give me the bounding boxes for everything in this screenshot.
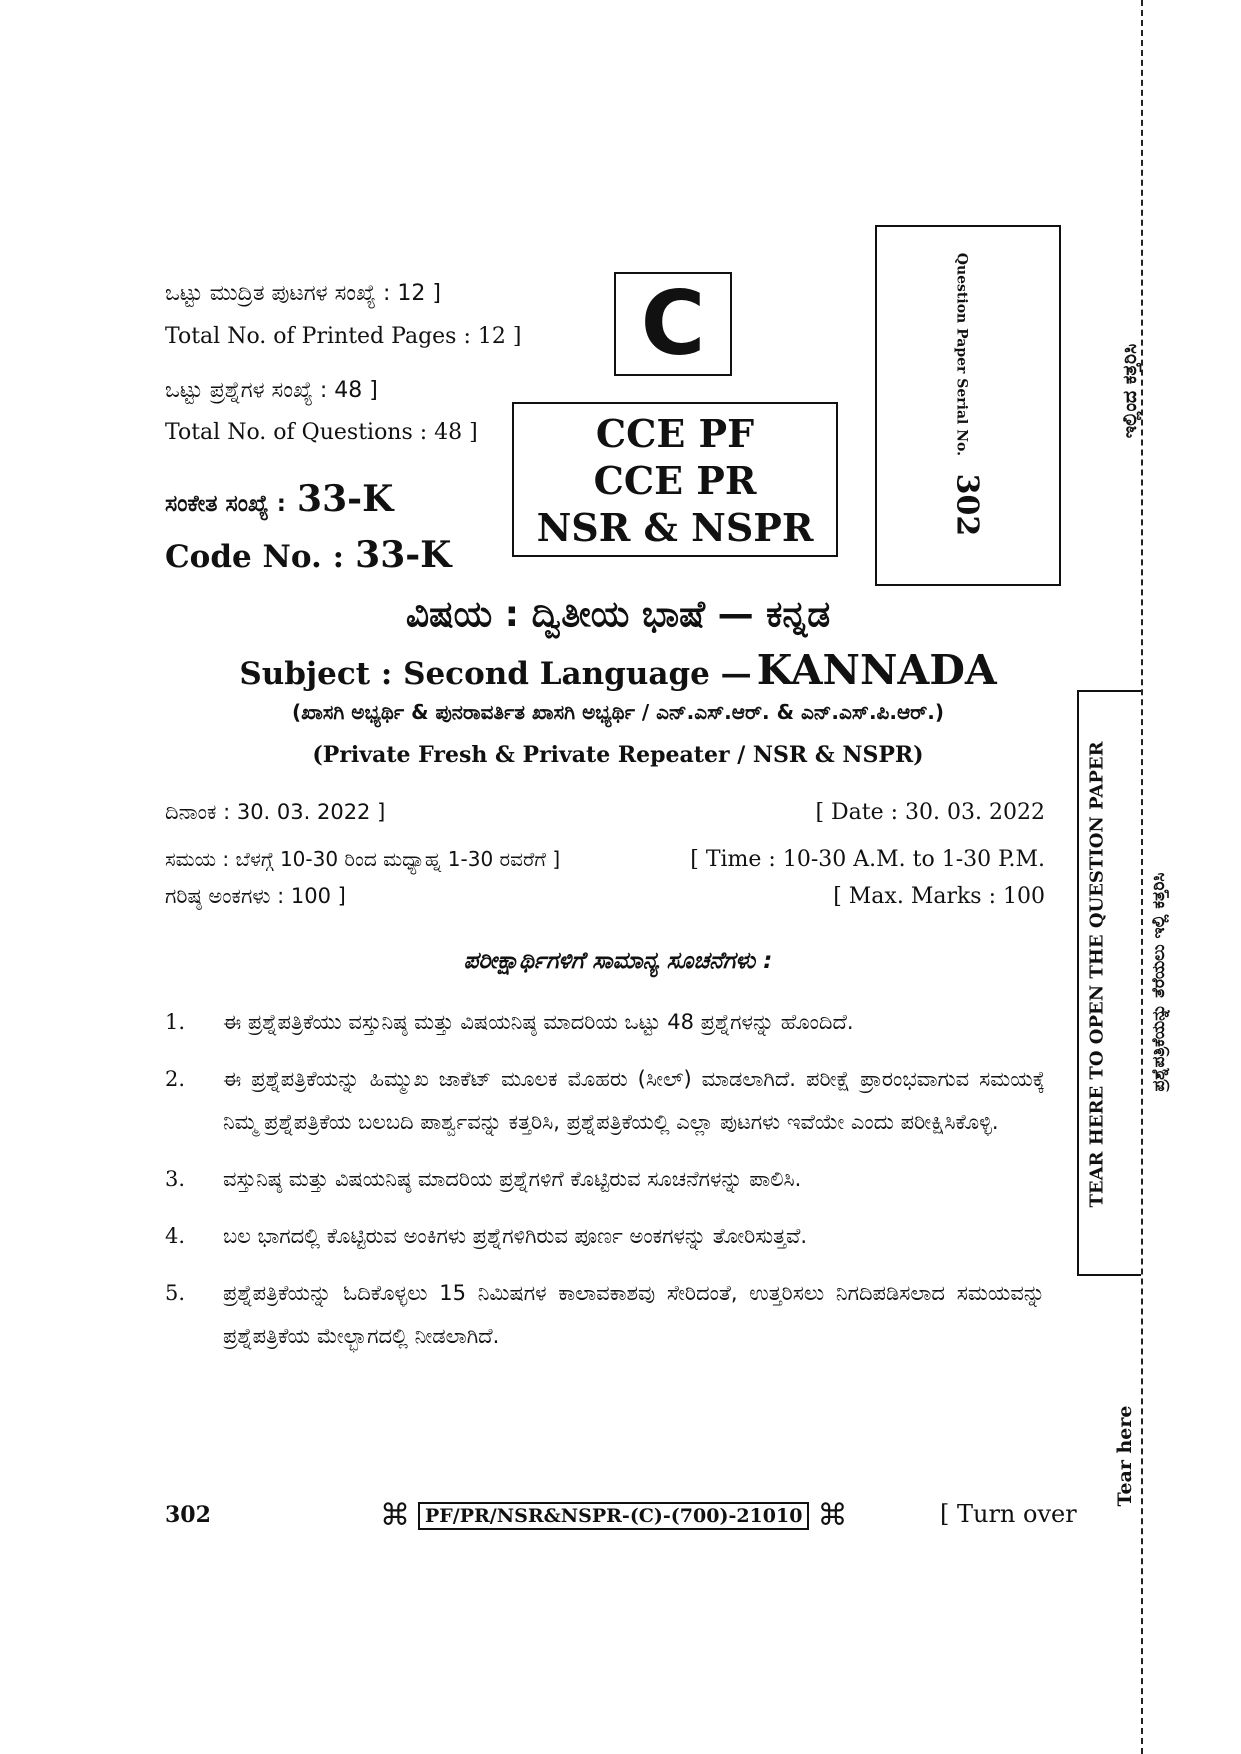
- footer-code-group: [380, 1498, 847, 1533]
- subject-kannada: ವಿಷಯ : ದ್ವಿತೀಯ ಭಾಷೆ — ಕನ್ನಡ: [405, 594, 831, 635]
- instruction-item: [165, 1215, 1045, 1258]
- max-marks: [ Max. Marks : 100: [833, 884, 1045, 909]
- instruction-number: 3.: [165, 1167, 186, 1191]
- instruction-item: [165, 1058, 1045, 1144]
- serial-number-box: [875, 225, 1061, 586]
- instruction-number: 4.: [165, 1224, 186, 1248]
- instruction-number: 5.: [165, 1281, 186, 1305]
- turn-over: [ Turn over: [940, 1500, 1077, 1528]
- margin-cut-here-kannada: ಇಲ್ಲಿಂದ ಕತ್ತರಿಸಿ: [1119, 343, 1141, 439]
- instruction-text: ಈ ಪ್ರಶ್ನೆಪತ್ರಿಕೆಯು ವಸ್ತುನಿಷ್ಠ ಮತ್ತು ವಿಷಯನಿಷ್ಠ ಮಾದರಿಯ ಒಟ್ಟು 48 ಪ್ರಶ್ನೆಗಳನ್ನು ಹೊಂದಿದೆ.: [223, 1010, 854, 1034]
- footer-page-serial: 302: [165, 1502, 211, 1528]
- category-line-1: CCE PF: [595, 411, 755, 456]
- command-symbol-icon: ⌘: [817, 1498, 848, 1533]
- time: [ Time : 10-30 A.M. to 1-30 P.M.: [690, 847, 1045, 872]
- tear-here-label: Tear here: [1114, 1405, 1136, 1507]
- kannada-code-number: [165, 478, 393, 520]
- instruction-item: [165, 1158, 1045, 1201]
- instruction-number: 1.: [165, 1010, 186, 1034]
- instruction-item: [165, 1272, 1045, 1358]
- category-kannada: (ಖಾಸಗಿ ಅಭ್ಯರ್ಥಿ & ಪುನರಾವರ್ತಿತ ಖಾಸಗಿ ಅಭ್ಯರ್ಥಿ / ಎನ್.ಎಸ್.ಆರ್. & ಎನ್.ಎಸ್.ಪಿ.ಆರ್.): [292, 700, 944, 724]
- instructions-heading: ಪರೀಕ್ಷಾರ್ಥಿಗಳಿಗೆ ಸಾಮಾನ್ಯ ಸೂಚನೆಗಳು :: [463, 948, 773, 974]
- total-printed-pages: Total No. of Printed Pages : 12 ]: [165, 324, 522, 349]
- kannada-date: ದಿನಾಂಕ : 30. 03. 2022 ]: [165, 800, 386, 824]
- code-number: [165, 534, 451, 576]
- category-line-2: CCE PR: [593, 458, 757, 503]
- kannada-total-pages: ಒಟ್ಟು ಮುದ್ರಿತ ಪುಟಗಳ ಸಂಖ್ಯೆ : 12 ]: [165, 281, 441, 306]
- kannada-time: ಸಮಯ : ಬೆಳಗ್ಗೆ 10-30 ರಿಂದ ಮಧ್ಯಾಹ್ನ 1-30 ರವರೆಗೆ ]: [165, 847, 561, 871]
- category-english: (Private Fresh & Private Repeater / NSR & NSPR): [312, 742, 924, 768]
- instruction-text: ಈ ಪ್ರಶ್ನೆಪತ್ರಿಕೆಯನ್ನು ಹಿಮ್ಮುಖ ಜಾಕೆಟ್ ಮೂಲಕ ಮೊಹರು (ಸೀಲ್) ಮಾಡಲಾಗಿದೆ. ಪರೀಕ್ಷೆ ಪ್ರಾರಂಭವಾಗುವ ಸಮಯಕ್ಕೆ ನಿಮ್ಮ ಪ್ರಶ್ನೆಪತ್ರಿಕೆಯ ಬಲಬದಿ ಪಾರ್ಶ್ವವನ್ನು ಕತ್ತರಿಸಿ, ಪ್ರಶ್ನೆಪತ್ರಿಕೆಯಲ್ಲಿ ಎಲ್ಲಾ ಪುಟಗಳು ಇವೆಯೇ ಎಂದು ಪರೀಕ್ಷಿಸಿಕೊಳ್ಳಿ.: [223, 1067, 1045, 1134]
- serial-number-value: 302: [949, 473, 985, 537]
- instruction-text: ಬಲ ಭಾಗದಲ್ಲಿ ಕೊಟ್ಟಿರುವ ಅಂಕಿಗಳು ಪ್ರಶ್ನೆಗಳಿಗಿರುವ ಪೂರ್ಣ ಅಂಕಗಳನ್ನು ತೋರಿಸುತ್ತವೆ.: [223, 1224, 808, 1248]
- total-questions: Total No. of Questions : 48 ]: [165, 420, 478, 445]
- kannada-code-value: 33-K: [297, 478, 394, 520]
- category-box: [512, 402, 838, 557]
- serial-number-vertical: [950, 235, 985, 555]
- instruction-text: ಪ್ರಶ್ನೆಪತ್ರಿಕೆಯನ್ನು ಓದಿಕೊಳ್ಳಲು 15 ನಿಮಿಷಗಳ ಕಾಲಾವಕಾಶವು ಸೇರಿದಂತೆ, ಉತ್ತರಿಸಲು ನಿಗದಿಪಡಿಸಲಾದ ಸಮಯವನ್ನು ಪ್ರಶ್ನೆಪತ್ರಿಕೆಯ ಮೇಲ್ಭಾಗದಲ್ಲಿ ನೀಡಲಾಗಿದೆ.: [223, 1281, 1045, 1348]
- tear-here-box: [1077, 690, 1169, 1276]
- instruction-number: 2.: [165, 1067, 186, 1091]
- code-value: 33-K: [355, 534, 452, 576]
- kannada-total-questions: ಒಟ್ಟು ಪ್ರಶ್ನೆಗಳ ಸಂಖ್ಯೆ : 48 ]: [165, 378, 378, 403]
- code-label: Code No. :: [165, 539, 345, 575]
- command-symbol-icon: ⌘: [380, 1498, 410, 1533]
- subject-prefix: Subject : Second Language —: [239, 656, 752, 692]
- subject-english: [150, 646, 1086, 694]
- kannada-max-marks: ಗರಿಷ್ಠ ಅಂಕಗಳು : 100 ]: [165, 884, 346, 908]
- instruction-text: ವಸ್ತುನಿಷ್ಠ ಮತ್ತು ವಿಷಯನಿಷ್ಠ ಮಾದರಿಯ ಪ್ರಶ್ನೆಗಳಿಗೆ ಕೊಟ್ಟಿರುವ ಸೂಚನೆಗಳನ್ನು ಪಾಲಿಸಿ.: [223, 1167, 802, 1191]
- tear-box-english: TEAR HERE TO OPEN THE QUESTION PAPER: [1086, 741, 1108, 1208]
- date: [ Date : 30. 03. 2022: [815, 800, 1045, 825]
- footer-print-code: PF/PR/NSR&NSPR-(C)-(700)-21010: [418, 1502, 809, 1530]
- version-letter: C: [640, 272, 706, 375]
- serial-number-label: Question Paper Serial No.: [953, 252, 970, 457]
- tear-box-kannada: ಪ್ರಶ್ನೆಪತ್ರಿಕೆಯನ್ನು ತೆರೆಯಲು ಇಲ್ಲಿ ಕತ್ತರಿಸಿ: [1149, 872, 1169, 1092]
- instructions-list: [165, 1001, 1045, 1372]
- subject-main: KANNADA: [756, 646, 997, 694]
- category-line-3: NSR & NSPR: [536, 505, 814, 550]
- version-box: [614, 272, 732, 376]
- instruction-item: [165, 1001, 1045, 1044]
- kannada-code-label: ಸಂಕೇತ ಸಂಖ್ಯೆ :: [165, 491, 286, 517]
- tear-dashed-line: [1141, 0, 1143, 1754]
